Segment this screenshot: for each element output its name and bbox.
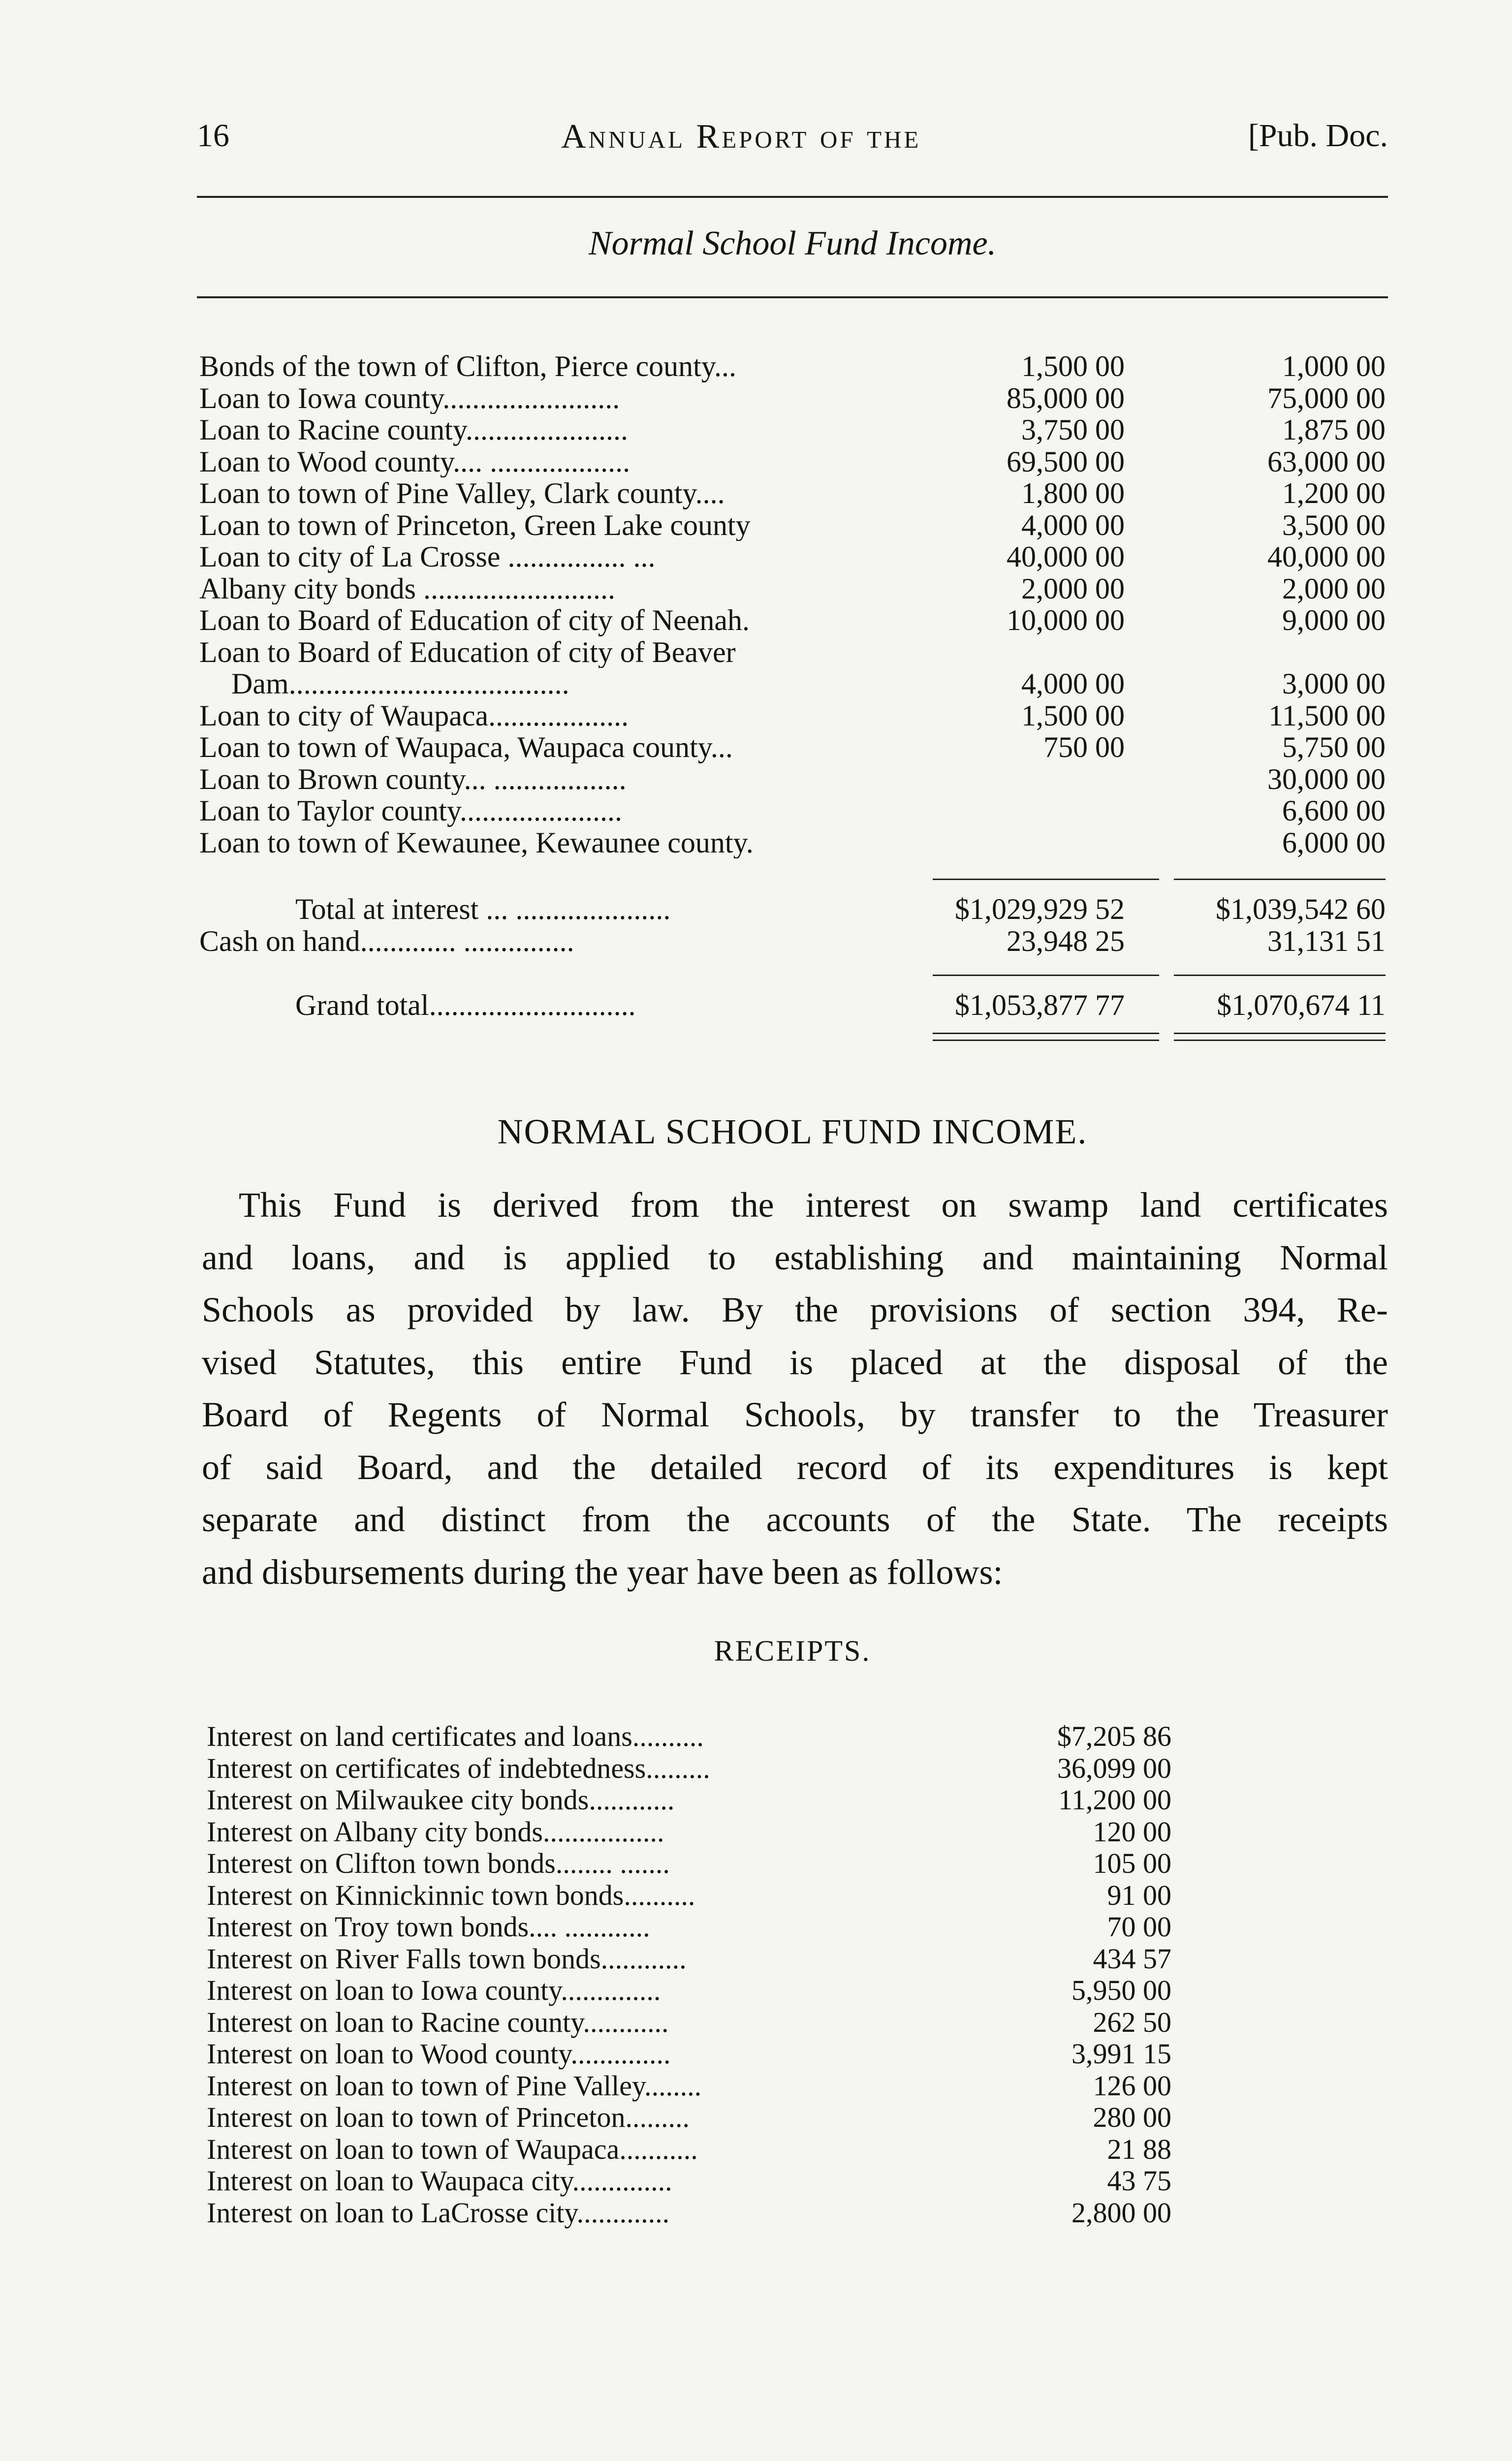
subtitle-rule — [197, 296, 1388, 298]
row-value-col2: 30,000 00 — [1267, 762, 1386, 795]
table-row — [199, 477, 1386, 509]
row-amount: 5,950 00 — [1071, 1974, 1171, 2006]
table-row — [207, 1943, 1171, 1975]
table-row — [199, 636, 1386, 668]
table-row — [199, 541, 1386, 573]
row-value-col1: 1,500 00 — [1021, 350, 1125, 382]
row-label: Loan to town of Waupaca, Waupaca county... — [199, 731, 733, 763]
row-value-col2: 5,750 00 — [1282, 731, 1386, 763]
table-row — [199, 573, 1386, 605]
row-amount: 70 00 — [1107, 1911, 1171, 1943]
row-label: Interest on loan to town of Waupaca........... — [207, 2133, 698, 2165]
row-amount: 262 50 — [1093, 2006, 1171, 2038]
paragraph-line: of said Board, and the detailed record of its expenditures is kept — [202, 1447, 1388, 1487]
table-row — [199, 731, 1386, 763]
paragraph-line: This Fund is derived from the interest on swamp land certificates — [239, 1185, 1388, 1225]
row-value-col2: 63,000 00 — [1267, 445, 1386, 478]
table-row — [199, 350, 1386, 382]
row-amount: 126 00 — [1093, 2069, 1171, 2102]
row-label: Cash on hand............. ............... — [199, 925, 574, 957]
table-row — [207, 1975, 1171, 2007]
row-label: Loan to Taylor county...................... — [199, 795, 623, 827]
double-rule-col2-b — [1174, 1040, 1386, 1041]
table-row — [207, 2165, 1171, 2197]
row-value-col1: $1,053,877 77 — [955, 989, 1125, 1021]
row-amount: 91 00 — [1107, 1879, 1171, 1911]
row-amount: 105 00 — [1093, 1847, 1171, 1879]
row-amount: 21 88 — [1107, 2133, 1171, 2165]
row-amount: 434 57 — [1093, 1942, 1171, 1975]
row-value-col1: 40,000 00 — [1007, 540, 1125, 573]
page-number: 16 — [197, 118, 229, 154]
table-row — [199, 668, 1386, 700]
row-value-col1: 2,000 00 — [1021, 572, 1125, 605]
row-label: Bonds of the town of Clifton, Pierce county... — [199, 350, 736, 382]
table-row — [199, 604, 1386, 636]
table-row — [207, 1911, 1171, 1943]
running-title: Annual Report of the — [561, 118, 921, 156]
paragraph-line: Schools as provided by law. By the provisions of section 394, Re- — [202, 1290, 1388, 1329]
running-header — [197, 117, 1388, 161]
table-row — [199, 446, 1386, 478]
table-row — [207, 1848, 1171, 1880]
row-value-col2: 40,000 00 — [1267, 540, 1386, 573]
row-label: Loan to Racine county...................... — [199, 414, 628, 446]
grand-rule-col2 — [1174, 975, 1386, 976]
row-label: Interest on loan to LaCrosse city............. — [207, 2197, 670, 2229]
row-label: Dam...................................... — [231, 668, 569, 700]
double-rule-col2-a — [1174, 1033, 1386, 1034]
row-value-col1: 1,800 00 — [1021, 477, 1125, 509]
row-label: Interest on Kinnickinnic town bonds.......... — [207, 1879, 695, 1911]
paragraph-line: separate and distinct from the accounts of the State. The receipts — [202, 1500, 1388, 1539]
row-label: Interest on certificates of indebtedness......... — [207, 1752, 710, 1784]
row-label: Interest on loan to Wood county.............. — [207, 2038, 671, 2070]
row-value-col2: 3,000 00 — [1282, 667, 1386, 700]
row-amount: 36,099 00 — [1057, 1752, 1171, 1784]
table-row — [207, 1721, 1171, 1753]
table-row — [199, 700, 1386, 732]
fund-investments-table — [199, 350, 1386, 858]
row-amount: 43 75 — [1107, 2165, 1171, 2197]
row-value-col1: $1,029,929 52 — [955, 893, 1125, 925]
table-row — [199, 795, 1386, 827]
row-amount: 120 00 — [1093, 1815, 1171, 1848]
paragraph-line: and loans, and is applied to establishing and maintaining Normal — [202, 1237, 1388, 1277]
row-value-col2: 11,500 00 — [1268, 699, 1386, 732]
double-rule-col1-a — [933, 1033, 1159, 1034]
table-subtitle: Normal School Fund Income. — [588, 224, 997, 262]
row-label: Interest on Albany city bonds................. — [207, 1816, 664, 1848]
grand-total-row — [199, 989, 1386, 1021]
row-label: Interest on Troy town bonds.... ............ — [207, 1911, 650, 1943]
row-value-col2: 75,000 00 — [1267, 381, 1386, 414]
row-value-col1: 3,750 00 — [1021, 413, 1125, 446]
row-value-col2: 9,000 00 — [1282, 604, 1386, 636]
row-label: Loan to Board of Education of city of Neenah. — [199, 604, 750, 636]
row-value-col2: 6,000 00 — [1282, 826, 1386, 859]
row-label: Interest on loan to Iowa county.............. — [207, 1975, 661, 2006]
row-value-col1: 69,500 00 — [1007, 445, 1125, 478]
row-value-col2: 1,000 00 — [1282, 350, 1386, 382]
row-value-col1: 85,000 00 — [1007, 381, 1125, 414]
double-rule-col1-b — [933, 1040, 1159, 1041]
row-label: Loan to Iowa county........................ — [199, 382, 620, 414]
row-label: Interest on loan to town of Pine Valley........ — [207, 2070, 702, 2102]
receipts-table — [207, 1721, 1171, 2229]
cash-on-hand-row — [199, 925, 1386, 957]
row-value-col1: 1,500 00 — [1021, 699, 1125, 732]
row-label: Interest on Clifton town bonds........ ....... — [207, 1848, 670, 1879]
row-value-col2: 2,000 00 — [1282, 572, 1386, 605]
table-row — [207, 1816, 1171, 1848]
row-value-col1: 4,000 00 — [1021, 508, 1125, 541]
row-value-col1: 750 00 — [1043, 731, 1125, 763]
row-value-col2: 1,875 00 — [1282, 413, 1386, 446]
row-value-col1: 10,000 00 — [1007, 604, 1125, 636]
paragraph-line: Board of Regents of Normal Schools, by transfer to the Treasurer — [202, 1395, 1388, 1434]
subtotal-rule-col2 — [1174, 879, 1386, 880]
row-label: Albany city bonds .......................... — [199, 572, 615, 604]
row-amount: $7,205 86 — [1057, 1720, 1171, 1752]
section-title: NORMAL SCHOOL FUND INCOME. — [497, 1112, 1088, 1151]
body-paragraph — [202, 1179, 1388, 1598]
row-label: Loan to town of Kewaunee, Kewaunee county. — [199, 826, 754, 858]
table-row — [199, 827, 1386, 859]
row-amount: 3,991 15 — [1071, 2038, 1171, 2070]
row-value-col2: $1,039,542 60 — [1216, 893, 1386, 925]
row-label: Interest on River Falls town bonds............ — [207, 1943, 687, 1975]
row-amount: 2,800 00 — [1071, 2196, 1171, 2229]
table-row — [199, 763, 1386, 795]
row-label: Total at interest ... ..................... — [295, 893, 671, 925]
totals-block — [199, 893, 1386, 957]
table-row — [207, 1880, 1171, 1912]
table-row — [207, 1753, 1171, 1785]
row-label: Loan to city of Waupaca................... — [199, 699, 629, 731]
subtotal-rule-col1 — [933, 879, 1159, 880]
row-value-col1: 23,948 25 — [1007, 924, 1125, 957]
row-label: Interest on Milwaukee city bonds............ — [207, 1784, 675, 1816]
header-rule — [197, 196, 1388, 198]
row-label: Interest on loan to Waupaca city.............. — [207, 2165, 672, 2197]
paragraph-line: and disbursements during the year have been as follows: — [202, 1552, 1003, 1592]
table-row — [207, 2102, 1171, 2134]
table-row — [207, 2007, 1171, 2039]
row-amount: 11,200 00 — [1058, 1784, 1171, 1816]
row-label: Loan to city of La Crosse ................ ... — [199, 541, 656, 573]
receipts-title: RECEIPTS. — [714, 1635, 871, 1667]
table-row — [207, 1784, 1171, 1816]
grand-total-block — [199, 989, 1386, 1021]
row-amount: 280 00 — [1093, 2101, 1171, 2133]
doc-label: [Pub. Doc. — [1248, 118, 1388, 154]
grand-rule-col1 — [933, 975, 1159, 976]
row-label: Loan to town of Princeton, Green Lake county — [199, 509, 751, 541]
table-row — [207, 2070, 1171, 2102]
paragraph-line: vised Statutes, this entire Fund is placed at the disposal of the — [202, 1342, 1388, 1382]
row-label: Interest on loan to town of Princeton......... — [207, 2102, 690, 2133]
row-value-col2: $1,070,674 11 — [1217, 989, 1386, 1021]
row-label: Loan to town of Pine Valley, Clark county.... — [199, 477, 725, 509]
total-at-interest-row — [199, 893, 1386, 925]
row-value-col2: 1,200 00 — [1282, 477, 1386, 509]
row-label: Grand total............................ — [295, 989, 636, 1021]
row-label: Loan to Wood county.... ................... — [199, 445, 630, 477]
table-row — [199, 382, 1386, 414]
table-row — [207, 2197, 1171, 2229]
table-row — [199, 509, 1386, 541]
row-value-col2: 31,131 51 — [1267, 924, 1386, 957]
table-row — [207, 2038, 1171, 2070]
row-value-col2: 6,600 00 — [1282, 794, 1386, 827]
row-label: Interest on loan to Racine county............ — [207, 2006, 669, 2038]
table-row — [207, 2134, 1171, 2166]
row-value-col2: 3,500 00 — [1282, 508, 1386, 541]
row-label: Interest on land certificates and loans.......... — [207, 1721, 704, 1752]
table-row — [199, 414, 1386, 446]
row-label: Loan to Brown county... .................. — [199, 763, 627, 795]
row-value-col1: 4,000 00 — [1021, 667, 1125, 700]
row-label: Loan to Board of Education of city of Beaver — [199, 636, 736, 668]
